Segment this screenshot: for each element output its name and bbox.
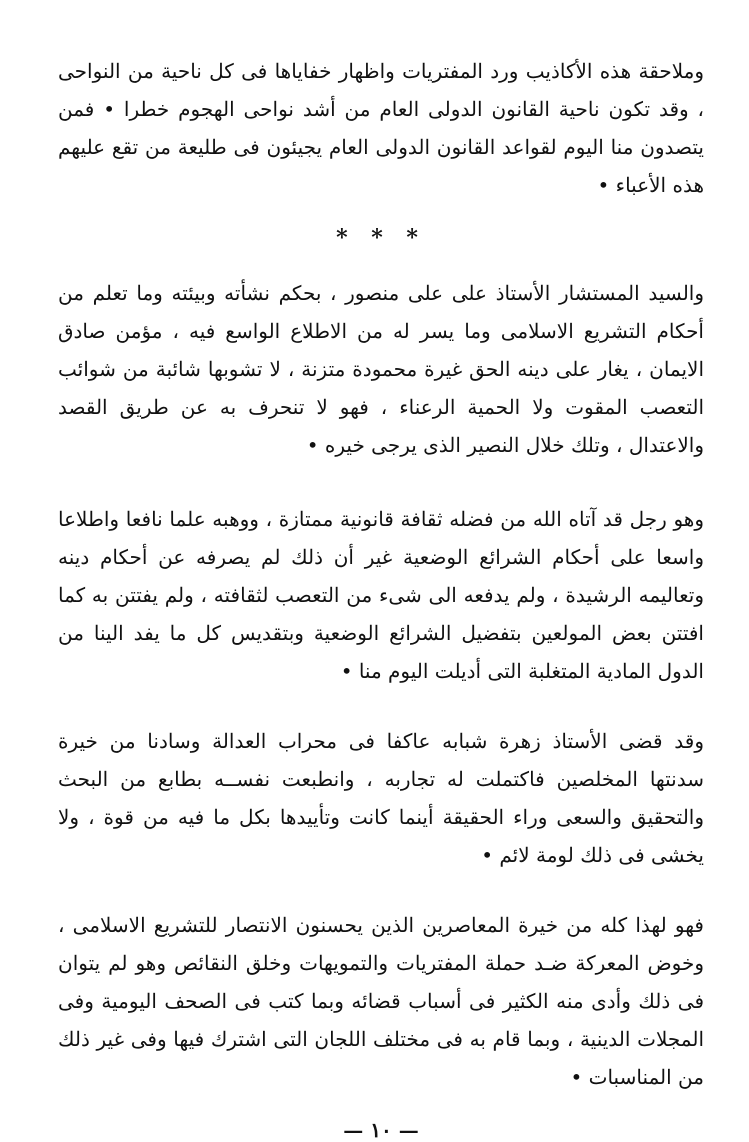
- paragraph-2: والسيد المستشار الأستاذ على على منصور ، بحكم نشأته وبيئته وما تعلم من أحكام التشريع الاسلامى وما يسر له من الاطلاع الواسع فيه ، مؤمن صادق الايمان ، يغار على دينه الحق غيرة محمودة متزنة ، لا تشوبها شائبة من شوائب التعصب المقوت ولا الحمية الرعناء ، فهو لا تنحرف به عن طريق القصد والاعتدال ، وتلك خلال النصير الذى يرجى خيره •: [58, 281, 705, 457]
- paragraph-1: وملاحقة هذه الأكاذيب ورد المفتريات واظهار خفاياها فى كل ناحية من النواحى ، وقد تكون ناحية القانون الدولى العام من أشد نواحى الهجوم خطرا • فمن يتصدون منا اليوم لقواعد القانون الدولى العام يجيئون فى طليعة من تقع عليهم هذه الأعباء •: [58, 59, 704, 197]
- paragraph-3: وهو رجل قد آتاه الله من فضله ثقافة قانونية ممتازة ، ووهبه علما نافعا واطلاعا واسعا على أحكام الشرائع الوضعية غير أن ذلك لم يصرفه عن أحكام دينه وتعاليمه الرشيدة ، ولم يدفعه الى شىء من التعصب لثقافته ، ولم يفتتن به كما افتتن بعض المولعين بتفضيل الشرائع الوضعية وبتقديس كل ما يفد الينا من الدول المادية المتغلبة التى أديلت اليوم منا •: [58, 507, 704, 683]
- section-separator: * * *: [336, 225, 426, 251]
- document-page: [58, 52, 704, 1142]
- page-number: — ١٠ —: [343, 1118, 419, 1142]
- paragraph-5: فهو لهذا كله من خيرة المعاصرين الذين يحسنون الانتصار للتشريع الاسلامى ، وخوض المعركة ضـد حملة المفتريات والتمويهات وخلق النقائص وهو لم يتوان فى ذلك وأدى منه الكثير فى أسباب قضائه وبما كتب فى الصحف اليومية وفى المجلات الدينية ، وبما قام به فى مختلف اللجان التى اشترك فيها وفى غير ذلك من المناسبات •: [58, 913, 705, 1089]
- paragraph-4: وقد قضى الأستاذ زهرة شبابه عاكفا فى محراب العدالة وسادنا من خيرة سدنتها المخلصين فاكتملت له تجاربه ، وانطبعت نفســه بطابع من البحث والتحقيق والسعى وراء الحقيقة أينما كانت وتأييدها بكل ما فيه من قوة ، ولا يخشى فى ذلك لومة لائم •: [58, 729, 704, 867]
